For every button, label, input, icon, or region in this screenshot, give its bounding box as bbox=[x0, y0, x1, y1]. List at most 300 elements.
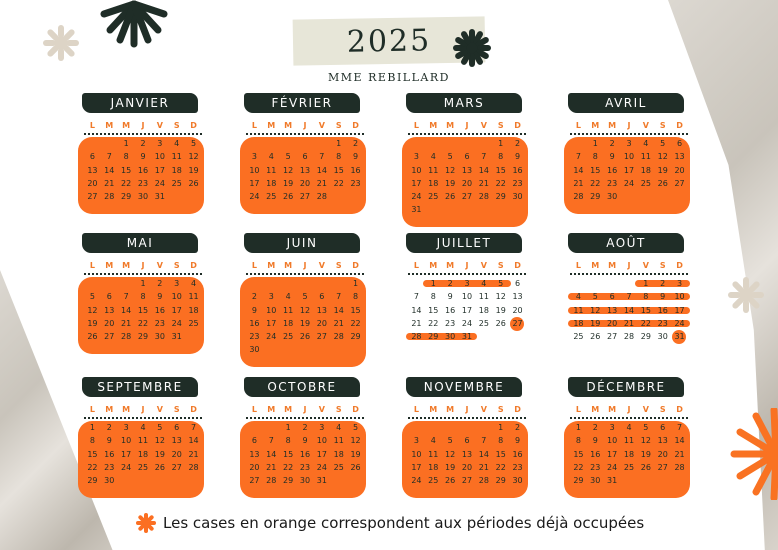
empty-cell bbox=[408, 277, 425, 290]
day-cell: 17 bbox=[607, 449, 618, 459]
day-cell: 25 bbox=[283, 332, 294, 342]
day-cell: 22 bbox=[495, 178, 506, 188]
dotted-divider bbox=[84, 273, 202, 275]
weekday-header bbox=[408, 405, 526, 414]
day-cell: 7 bbox=[481, 436, 487, 446]
dotted-divider bbox=[246, 273, 364, 275]
day-cell: 10 bbox=[121, 436, 132, 446]
day-cell: 11 bbox=[171, 152, 182, 162]
empty-cell bbox=[246, 137, 263, 150]
day-cell: 18 bbox=[333, 449, 344, 459]
day-cell: 17 bbox=[623, 165, 635, 175]
day-cell: 25 bbox=[137, 462, 149, 472]
weekday-label: D bbox=[190, 405, 197, 414]
day-cell: 2 bbox=[140, 139, 146, 148]
day-cell: 13 bbox=[104, 305, 115, 315]
weekday-header bbox=[246, 121, 364, 130]
day-cell: 24 bbox=[249, 192, 260, 202]
empty-cell bbox=[280, 137, 297, 150]
weekday-label: M bbox=[105, 261, 114, 270]
month-name: SEPTEMBRE bbox=[82, 377, 198, 397]
day-cell: 8 bbox=[285, 436, 291, 446]
weekday-label: D bbox=[514, 405, 521, 414]
weekday-label: V bbox=[642, 405, 649, 414]
day-cell: 6 bbox=[174, 423, 180, 432]
day-cell: 15 bbox=[283, 449, 294, 459]
day-cell: 29 bbox=[640, 332, 651, 342]
day-cell: 13 bbox=[607, 305, 618, 315]
day-cell: 8 bbox=[123, 152, 129, 162]
weekday-label: M bbox=[591, 121, 600, 130]
weekday-label: M bbox=[284, 261, 293, 270]
day-cell: 14 bbox=[104, 165, 115, 175]
day-cell: 27 bbox=[657, 462, 668, 472]
day-cell: 27 bbox=[674, 178, 685, 188]
day-cell: 25 bbox=[428, 192, 439, 202]
day-grid bbox=[246, 137, 364, 203]
day-cell: 12 bbox=[87, 305, 98, 315]
day-cell: 7 bbox=[413, 292, 419, 302]
day-cell: 11 bbox=[188, 292, 199, 302]
day-cell: 1 bbox=[285, 423, 291, 432]
day-cell: 21 bbox=[478, 178, 489, 188]
day-cell: 9 bbox=[592, 436, 598, 446]
empty-cell bbox=[84, 277, 101, 290]
day-cell: 16 bbox=[590, 449, 601, 459]
day-cell: 12 bbox=[188, 152, 199, 162]
day-cell: 15 bbox=[87, 449, 98, 459]
weekday-label: M bbox=[284, 121, 293, 130]
day-cell: 17 bbox=[411, 178, 422, 188]
day-cell: 27 bbox=[512, 318, 523, 328]
day-cell: 9 bbox=[353, 152, 359, 162]
day-cell: 22 bbox=[283, 462, 294, 472]
day-grid bbox=[570, 137, 688, 203]
day-cell: 11 bbox=[428, 449, 439, 459]
day-cell: 24 bbox=[411, 192, 422, 202]
day-cell: 19 bbox=[188, 165, 199, 175]
day-cell: 3 bbox=[157, 139, 163, 148]
day-cell: 3 bbox=[123, 423, 129, 432]
day-cell: 2 bbox=[660, 279, 666, 288]
month-name: MAI bbox=[82, 233, 198, 253]
day-cell: 11 bbox=[640, 152, 651, 162]
day-cell: 27 bbox=[607, 332, 618, 342]
day-cell: 12 bbox=[640, 436, 651, 446]
day-cell: 26 bbox=[87, 332, 98, 342]
day-cell: 24 bbox=[171, 318, 182, 328]
day-cell: 30 bbox=[249, 345, 260, 355]
day-cell: 11 bbox=[333, 436, 344, 446]
day-cell: 10 bbox=[154, 152, 165, 162]
day-cell: 21 bbox=[478, 462, 489, 472]
day-cell: 31 bbox=[607, 476, 618, 486]
month-name: NOVEMBRE bbox=[406, 377, 522, 397]
weekday-label: M bbox=[446, 121, 455, 130]
day-cell: 20 bbox=[104, 318, 115, 328]
day-cell: 27 bbox=[171, 462, 182, 472]
day-grid bbox=[408, 137, 526, 217]
weekday-label: J bbox=[627, 121, 631, 130]
empty-cell bbox=[408, 137, 425, 150]
day-cell: 25 bbox=[623, 462, 635, 472]
day-cell: 20 bbox=[87, 178, 98, 188]
day-cell: 23 bbox=[104, 462, 115, 472]
day-cell: 22 bbox=[87, 462, 98, 472]
weekday-label: L bbox=[89, 261, 95, 270]
empty-cell bbox=[475, 137, 492, 150]
day-cell: 3 bbox=[174, 279, 180, 288]
day-cell: 16 bbox=[299, 449, 311, 459]
weekday-label: J bbox=[141, 405, 145, 414]
day-cell: 15 bbox=[121, 165, 132, 175]
day-grid bbox=[570, 421, 688, 487]
day-cell: 5 bbox=[353, 423, 359, 432]
weekday-label: M bbox=[267, 405, 276, 414]
weekday-label: M bbox=[267, 121, 276, 130]
day-cell: 6 bbox=[660, 423, 666, 432]
day-cell: 27 bbox=[316, 332, 327, 342]
day-cell: 2 bbox=[353, 139, 359, 148]
day-cell: 19 bbox=[350, 449, 361, 459]
day-cell: 29 bbox=[573, 476, 584, 486]
day-cell: 17 bbox=[674, 305, 685, 315]
month-4 bbox=[568, 93, 696, 231]
weekday-label: L bbox=[89, 121, 95, 130]
weekday-label: V bbox=[480, 261, 487, 270]
day-cell: 8 bbox=[140, 292, 146, 302]
day-cell: 2 bbox=[157, 279, 163, 288]
day-cell: 18 bbox=[188, 305, 199, 315]
day-cell: 18 bbox=[573, 318, 584, 328]
weekday-label: L bbox=[413, 261, 419, 270]
day-cell: 21 bbox=[188, 449, 199, 459]
day-cell: 12 bbox=[590, 305, 601, 315]
day-cell: 4 bbox=[191, 279, 197, 288]
day-cell: 6 bbox=[106, 292, 112, 302]
day-cell: 1 bbox=[353, 279, 359, 288]
day-cell: 17 bbox=[411, 462, 422, 472]
day-cell: 26 bbox=[350, 462, 361, 472]
day-cell: 3 bbox=[464, 279, 470, 288]
weekday-label: J bbox=[141, 121, 145, 130]
weekday-label: V bbox=[642, 261, 649, 270]
weekday-header bbox=[570, 405, 688, 414]
day-cell: 18 bbox=[640, 165, 651, 175]
day-cell: 7 bbox=[191, 423, 197, 432]
day-cell: 18 bbox=[623, 449, 635, 459]
day-cell: 24 bbox=[607, 462, 618, 472]
weekday-label: M bbox=[446, 261, 455, 270]
day-cell: 14 bbox=[333, 305, 344, 315]
empty-cell bbox=[442, 421, 459, 434]
day-cell: 26 bbox=[590, 332, 601, 342]
day-cell: 5 bbox=[447, 152, 453, 162]
day-cell: 16 bbox=[350, 165, 361, 175]
empty-cell bbox=[313, 137, 330, 150]
day-cell: 13 bbox=[461, 449, 473, 459]
day-cell: 22 bbox=[350, 318, 361, 328]
empty-cell bbox=[101, 137, 118, 150]
weekday-label: S bbox=[497, 405, 504, 414]
day-cell: 24 bbox=[674, 318, 685, 328]
month-name: AVRIL bbox=[568, 93, 684, 113]
day-cell: 16 bbox=[104, 449, 115, 459]
day-cell: 19 bbox=[657, 165, 668, 175]
day-cell: 10 bbox=[411, 449, 422, 459]
weekday-label: L bbox=[575, 405, 581, 414]
day-cell: 23 bbox=[350, 178, 361, 188]
day-cell: 12 bbox=[445, 165, 456, 175]
day-cell: 17 bbox=[154, 165, 165, 175]
day-cell: 28 bbox=[333, 332, 344, 342]
day-cell: 27 bbox=[87, 192, 98, 202]
day-cell: 21 bbox=[266, 462, 277, 472]
day-cell: 8 bbox=[336, 152, 342, 162]
day-cell: 3 bbox=[677, 279, 683, 288]
day-cell: 18 bbox=[478, 305, 489, 315]
month-11 bbox=[406, 377, 534, 515]
day-cell: 11 bbox=[283, 305, 294, 315]
day-cell: 21 bbox=[121, 318, 132, 328]
empty-cell bbox=[425, 421, 442, 434]
day-cell: 26 bbox=[188, 178, 199, 188]
day-cell: 17 bbox=[461, 305, 473, 315]
day-cell: 6 bbox=[251, 436, 257, 446]
day-cell: 9 bbox=[302, 436, 308, 446]
day-cell: 12 bbox=[299, 305, 311, 315]
dotted-divider bbox=[570, 133, 688, 135]
day-cell: 28 bbox=[478, 192, 489, 202]
day-cell: 21 bbox=[674, 449, 685, 459]
day-cell: 15 bbox=[333, 165, 344, 175]
empty-cell bbox=[330, 277, 347, 290]
day-cell: 18 bbox=[171, 165, 182, 175]
day-cell: 18 bbox=[428, 178, 439, 188]
day-cell: 10 bbox=[623, 152, 635, 162]
day-cell: 15 bbox=[573, 449, 584, 459]
day-cell: 6 bbox=[515, 279, 521, 288]
dotted-divider bbox=[408, 273, 526, 275]
day-cell: 21 bbox=[316, 178, 327, 188]
day-cell: 31 bbox=[461, 332, 473, 342]
weekday-label: L bbox=[413, 121, 419, 130]
day-cell: 6 bbox=[319, 292, 325, 302]
day-cell: 8 bbox=[592, 152, 598, 162]
day-cell: 17 bbox=[171, 305, 182, 315]
day-cell: 3 bbox=[319, 423, 325, 432]
weekday-label: M bbox=[105, 121, 114, 130]
day-cell: 4 bbox=[430, 436, 436, 446]
day-cell: 28 bbox=[121, 332, 132, 342]
day-cell: 30 bbox=[445, 332, 456, 342]
weekday-label: L bbox=[89, 405, 95, 414]
day-cell: 8 bbox=[575, 436, 581, 446]
month-2 bbox=[244, 93, 372, 231]
month-name: DÉCEMBRE bbox=[568, 377, 684, 397]
day-cell: 9 bbox=[515, 436, 521, 446]
day-cell: 8 bbox=[89, 436, 95, 446]
day-cell: 23 bbox=[590, 462, 601, 472]
day-cell: 18 bbox=[428, 462, 439, 472]
day-cell: 14 bbox=[623, 305, 635, 315]
weekday-label: S bbox=[335, 121, 342, 130]
day-cell: 16 bbox=[607, 165, 618, 175]
day-cell: 27 bbox=[104, 332, 115, 342]
weekday-label: M bbox=[267, 261, 276, 270]
month-name: MARS bbox=[406, 93, 522, 113]
day-cell: 27 bbox=[461, 192, 473, 202]
dotted-divider bbox=[84, 133, 202, 135]
weekday-label: J bbox=[465, 261, 469, 270]
day-cell: 22 bbox=[640, 318, 651, 328]
day-grid bbox=[570, 277, 688, 343]
day-cell: 17 bbox=[121, 449, 132, 459]
month-name: AOÛT bbox=[568, 233, 684, 253]
day-cell: 19 bbox=[154, 449, 165, 459]
day-cell: 25 bbox=[171, 178, 182, 188]
weekday-label: S bbox=[659, 405, 666, 414]
day-cell: 24 bbox=[623, 178, 635, 188]
day-cell: 29 bbox=[283, 476, 294, 486]
day-cell: 9 bbox=[140, 152, 146, 162]
weekday-label: M bbox=[608, 261, 617, 270]
day-cell: 28 bbox=[478, 476, 489, 486]
weekday-label: L bbox=[251, 261, 257, 270]
day-cell: 10 bbox=[249, 165, 260, 175]
weekday-label: M bbox=[429, 121, 438, 130]
day-cell: 8 bbox=[498, 152, 504, 162]
month-10 bbox=[244, 377, 372, 515]
day-cell: 16 bbox=[445, 305, 456, 315]
weekday-header bbox=[408, 261, 526, 270]
weekday-label: D bbox=[514, 261, 521, 270]
day-cell: 29 bbox=[428, 332, 439, 342]
day-cell: 5 bbox=[89, 292, 95, 302]
day-cell: 11 bbox=[478, 292, 489, 302]
day-cell: 9 bbox=[515, 152, 521, 162]
day-cell: 3 bbox=[413, 436, 419, 446]
day-grid bbox=[408, 277, 526, 343]
day-cell: 20 bbox=[607, 318, 618, 328]
month-6 bbox=[244, 233, 372, 371]
day-cell: 22 bbox=[121, 178, 132, 188]
day-cell: 5 bbox=[447, 436, 453, 446]
empty-cell bbox=[459, 421, 476, 434]
day-cell: 3 bbox=[268, 292, 274, 302]
day-cell: 2 bbox=[302, 423, 308, 432]
weekday-label: V bbox=[642, 121, 649, 130]
day-cell: 15 bbox=[428, 305, 439, 315]
day-grid bbox=[246, 277, 364, 357]
day-cell: 7 bbox=[336, 292, 342, 302]
day-grid bbox=[84, 137, 202, 203]
day-cell: 10 bbox=[266, 305, 277, 315]
day-cell: 23 bbox=[512, 178, 523, 188]
day-cell: 15 bbox=[495, 165, 506, 175]
day-cell: 1 bbox=[592, 139, 598, 148]
day-cell: 4 bbox=[430, 152, 436, 162]
day-cell: 16 bbox=[137, 165, 149, 175]
year-title: 2025 bbox=[346, 22, 432, 60]
day-cell: 14 bbox=[478, 165, 489, 175]
day-cell: 25 bbox=[188, 318, 199, 328]
empty-cell bbox=[280, 277, 297, 290]
day-cell: 10 bbox=[316, 436, 327, 446]
empty-cell bbox=[313, 277, 330, 290]
weekday-header bbox=[84, 261, 202, 270]
empty-cell bbox=[442, 137, 459, 150]
day-cell: 19 bbox=[87, 318, 98, 328]
day-cell: 27 bbox=[299, 192, 311, 202]
day-cell: 24 bbox=[316, 462, 327, 472]
weekday-label: S bbox=[659, 121, 666, 130]
day-cell: 6 bbox=[677, 139, 683, 148]
day-cell: 9 bbox=[447, 292, 453, 302]
day-cell: 7 bbox=[677, 423, 683, 432]
weekday-label: J bbox=[465, 405, 469, 414]
day-cell: 11 bbox=[428, 165, 439, 175]
day-cell: 28 bbox=[411, 332, 422, 342]
weekday-label: M bbox=[608, 405, 617, 414]
day-cell: 16 bbox=[657, 305, 668, 315]
day-cell: 25 bbox=[573, 332, 584, 342]
day-cell: 22 bbox=[495, 462, 506, 472]
weekday-header bbox=[246, 405, 364, 414]
weekday-label: D bbox=[190, 261, 197, 270]
weekday-header bbox=[246, 261, 364, 270]
day-cell: 20 bbox=[461, 178, 473, 188]
day-cell: 7 bbox=[268, 436, 274, 446]
weekday-label: S bbox=[659, 261, 666, 270]
orange-sunburst-icon bbox=[728, 408, 778, 500]
weekday-label: S bbox=[335, 405, 342, 414]
day-cell: 26 bbox=[657, 178, 668, 188]
day-cell: 10 bbox=[674, 292, 685, 302]
day-cell: 20 bbox=[299, 178, 311, 188]
weekday-label: L bbox=[575, 261, 581, 270]
day-cell: 22 bbox=[590, 178, 601, 188]
day-cell: 6 bbox=[464, 436, 470, 446]
day-cell: 16 bbox=[512, 165, 523, 175]
empty-cell bbox=[118, 277, 135, 290]
day-cell: 19 bbox=[590, 318, 601, 328]
day-cell: 29 bbox=[495, 192, 506, 202]
empty-cell bbox=[570, 277, 587, 290]
day-cell: 22 bbox=[573, 462, 584, 472]
month-name: JUILLET bbox=[406, 233, 522, 253]
empty-cell bbox=[475, 421, 492, 434]
weekday-label: J bbox=[627, 405, 631, 414]
day-cell: 22 bbox=[333, 178, 344, 188]
day-cell: 31 bbox=[316, 476, 327, 486]
day-cell: 28 bbox=[104, 192, 115, 202]
day-cell: 17 bbox=[266, 318, 277, 328]
day-cell: 14 bbox=[316, 165, 327, 175]
empty-cell bbox=[263, 277, 280, 290]
weekday-label: V bbox=[480, 121, 487, 130]
day-cell: 29 bbox=[87, 476, 98, 486]
day-cell: 12 bbox=[350, 436, 361, 446]
day-cell: 13 bbox=[171, 436, 182, 446]
legend-text: Les cases en orange correspondent aux périodes déjà occupées bbox=[163, 514, 645, 532]
empty-cell bbox=[570, 137, 587, 150]
day-cell: 8 bbox=[498, 436, 504, 446]
orange-flower-icon bbox=[135, 512, 157, 534]
day-cell: 20 bbox=[249, 462, 260, 472]
owner-name: MME REBILLARD bbox=[328, 71, 450, 84]
day-cell: 30 bbox=[154, 332, 165, 342]
